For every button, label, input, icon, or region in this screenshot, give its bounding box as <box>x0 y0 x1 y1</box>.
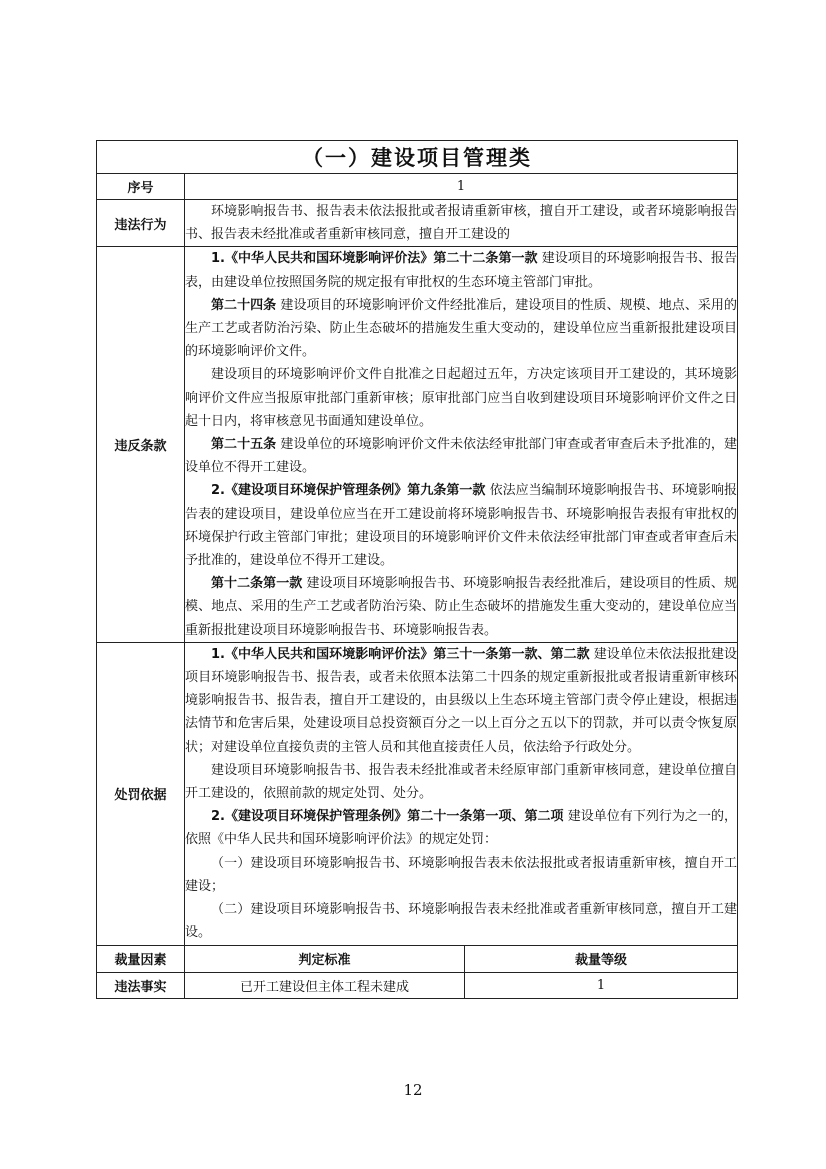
clause-text-4: 建设单位的环境影响评价文件未依法经审批部门审查或者审查后未予批准的，建设单位不得开工建设。 <box>185 437 737 476</box>
fact-level: 1 <box>465 972 738 998</box>
clause-ref-6: 第十二条第一款 <box>211 576 303 592</box>
serial-value: 1 <box>185 174 738 200</box>
penalty-text-3: 建设单位有下列行为之一的，依照《中华人民共和国环境影响评价法》的规定处罚： <box>185 809 737 848</box>
clause-text-2: 建设项目的环境影响评价文件经批准后，建设项目的性质、规模、地点、采用的生产工艺或者防治污染、防止生态破坏的措施发生重大变动的，建设单位应当重新报批建设项目的环境影响评价文件。 <box>185 297 737 360</box>
clause-text-5: 依法应当编制环境影响报告书、环境影响报告表的建设项目，建设单位应当在开工建设前将环境影响报告书、环境影响报告表报有审批权的环境保护行政主管部门审批；建设项目的环境影响评价文件未依法经审批部门审查或者审查后未予批准的，建设单位不得开工建设。 <box>185 483 737 569</box>
clause-text-1: 建设项目的环境影响报告书、报告表，由建设单位按照国务院的规定报有审批权的生态环境主管部门审批。 <box>185 251 737 290</box>
penalty-paragraph-5: （二）建设项目环境影响报告书、环境影响报告表未经批准或者重新审核同意，擅自开工建设。 <box>185 902 737 941</box>
clause-paragraph-3: 建设项目的环境影响评价文件自批准之日起超过五年，方决定该项目开工建设的，其环境影响评价文件应当报原审批部门重新审核；原审批部门应当自收到建设项目环境影响评价文件之日起十日内，将审核意见书面通知建设单位。 <box>185 367 737 429</box>
penalty-paragraph-2: 建设项目环境影响报告书、报告表未经批准或者未经原审部门重新审核同意，建设单位擅自开工建设的，依照前款的规定处罚、处分。 <box>185 762 737 802</box>
penalty-paragraph-4: （一）建设项目环境影响报告书、环境影响报告表未依法报批或者报请重新审核，擅自开工建设； <box>185 855 737 894</box>
penalty-label: 处罚依据 <box>97 642 185 945</box>
clause-ref-2: 第二十四条 <box>211 297 277 313</box>
fact-label: 违法事实 <box>97 972 185 998</box>
clause-text-6: 建设项目环境影响报告书、环境影响报告表经批准后，建设项目的性质、规模、地点、采用的生产工艺或者防治污染、防止生态破坏的措施发生重大变动的，建设单位应当重新报批建设项目环境影响报告书、环境影响报告表。 <box>185 576 737 638</box>
discretion-label: 裁量因素 <box>97 945 185 972</box>
level-header: 裁量等级 <box>465 945 738 972</box>
clause-ref-1: 1.《中华人民共和国环境影响评价法》第二十二条第一款 <box>211 251 538 267</box>
regulation-table <box>96 140 738 999</box>
clause-ref-4: 第二十五条 <box>211 437 277 453</box>
violation-label: 违法行为 <box>97 200 185 247</box>
penalty-ref-3: 2.《建设项目环境保护管理条例》第二十一条第一项、第二项 <box>211 809 564 825</box>
penalty-paragraph-1 <box>185 643 737 759</box>
clause-paragraph-2 <box>185 294 737 364</box>
criteria-header: 判定标准 <box>185 945 465 972</box>
penalty-paragraph-3 <box>185 805 737 851</box>
penalty-cell <box>185 642 738 945</box>
clauses-label: 违反条款 <box>97 247 185 642</box>
violation-cell <box>185 200 738 247</box>
clause-paragraph-1 <box>185 247 737 293</box>
penalty-text-1: 建设单位未依法报批建设项目环境影响报告书、报告表，或者未依照本法第二十四条的规定重新报批或者报请重新审核环境影响报告书、报告表，擅自开工建设的，由县级以上生态环境主管部门责令停止建设，根据违法情节和危害后果，处建设项目总投资额百分之一以上百分之五以下的罚款，并可以责令恢复原状；对建设单位直接负责的主管人员和其他直接责任人员，依法给予行政处分。 <box>185 646 737 755</box>
serial-label: 序号 <box>97 174 185 200</box>
clause-paragraph-4 <box>185 433 737 479</box>
violation-text: 环境影响报告书、报告表未依法报批或者报请重新审核，擅自开工建设，或者环境影响报告书、报告表未经批准或者重新审核同意，擅自开工建设的 <box>185 204 737 243</box>
clause-ref-5: 2.《建设项目环境保护管理条例》第九条第一款 <box>211 483 486 499</box>
clause-paragraph-5 <box>185 479 737 572</box>
page-number: 12 <box>403 1081 423 1099</box>
clause-paragraph-6 <box>185 572 737 642</box>
fact-criteria: 已开工建设但主体工程未建成 <box>185 972 465 998</box>
penalty-ref-1: 1.《中华人民共和国环境影响评价法》第三十一条第一款、第二款 <box>211 646 590 662</box>
table-title: （一）建设项目管理类 <box>97 141 738 174</box>
clauses-cell <box>185 247 738 642</box>
